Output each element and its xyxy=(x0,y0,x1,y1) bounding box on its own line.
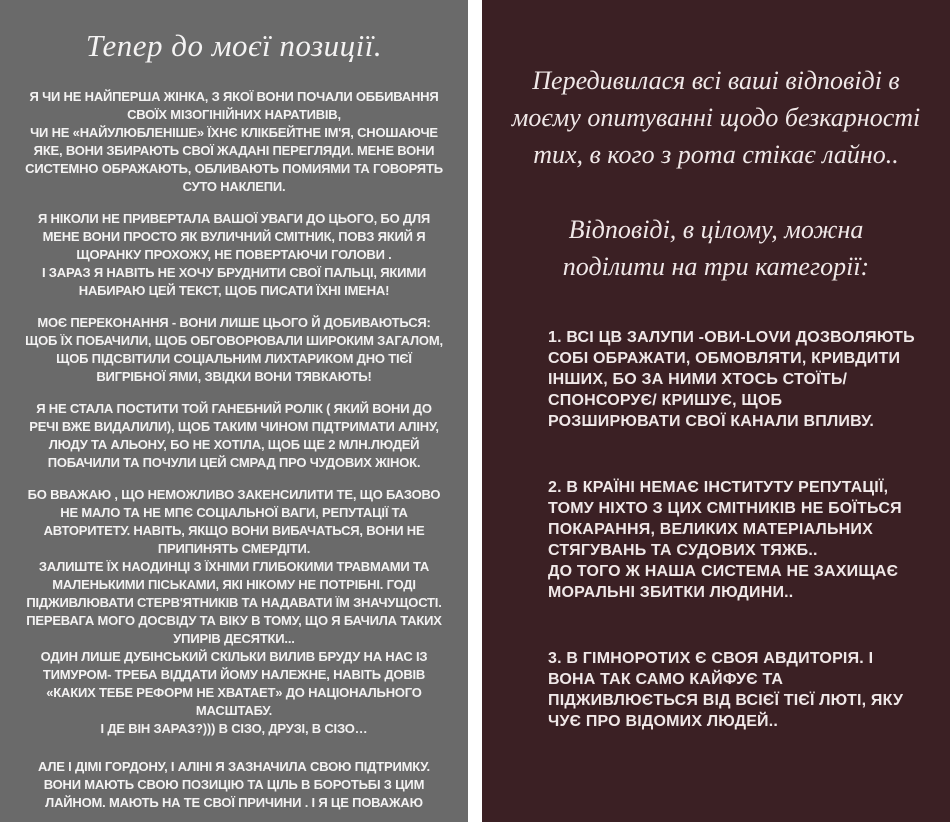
text-segment: 2. В КРАЇНІ НЕМАЄ ІНСТИТУТУ РЕПУТАЦІЇ, ТОМУ НІХТО З ЦИХ СМІТНИКІВ НЕ БОЇТЬСЯ ПОКАРАННЯ, ВЕЛИКИХ МАТЕРІАЛЬНИХ СТЯГУВАНЬ ТА СУДОВИХ ТЯЖБ.. xyxy=(548,479,902,559)
right-story-panel xyxy=(482,0,950,822)
left-story-title: Тепер до моєї позиції. xyxy=(85,28,383,63)
text-segment: МОЄ ПЕРЕКОНАННЯ - ВОНИ ЛИШЕ ЦЬОГО Й ДОБИВАЮТЬСЯ: ЩОБ ЇХ ПОБАЧИЛИ, ЩОБ ОБГОВОРЮВАЛИ ШИРОКИМ ЗАГАЛОМ, ЩОБ ПІДСВІТИЛИ СОЦІАЛЬНИМ ЛИХТАРИКОМ ДНО ТІЄЇ ВИГРІБНОЇ ЯМИ, ЗВІДКИ ВОНИ ТЯВКАЮТЬ! xyxy=(25,315,443,384)
right-story-item-3 xyxy=(548,648,916,732)
left-story-paragraph-4 xyxy=(25,400,443,472)
text-segment: Я НІКОЛИ НЕ ПРИВЕРТАЛА ВАШОЇ УВАГИ ДО ЦЬОГО, БО ДЛЯ МЕНЕ ВОНИ ПРОСТО ЯК ВУЛИЧНИЙ СМІТНИК, ПОВЗ ЯКИЙ Я ЩОРАНКУ ПРОХОЖУ, НЕ ПОВЕРТАЮЧИ ГОЛОВИ . xyxy=(37,211,431,262)
right-story-subtitle: Відповіді, в цілому, можна поділити на три категорії: xyxy=(562,215,870,281)
text-segment: АЛЕ І ДІМІ ГОРДОНУ, І АЛІНІ Я ЗАЗНАЧИЛА СВОЮ ПІДТРИМКУ. ВОНИ МАЮТЬ СВОЮ ПОЗИЦІЮ ТА ЦІЛЬ В БОРОТЬБІ З ЦИМ ЛАЙНОМ. МАЮТЬ НА ТЕ СВОЇ ПРИЧИНИ . І Я ЦЕ ПОВАЖАЮ xyxy=(38,759,430,810)
text-segment: ОДИН ЛИШЕ ДУБІНСЬКИЙ СКІЛЬКИ ВИЛИВ БРУДУ НА НАС ІЗ ТИМУРОМ- ТРЕБА ВІДДАТИ ЙОМУ НАЛЕЖНЕ, НАВІТЬ ДОВІВ «КАКИХ ТЕБЕ РЕФОРМ НЕ ХВАТАЕТ» ДО НАЦІОНАЛЬНОГО МАСШТАБУ. xyxy=(40,649,428,718)
left-story-paragraph-5 xyxy=(25,486,443,738)
right-story-intro: Передивилася всі ваші відповіді в моєму опитуванні щодо безкарності тих, в кого з рота стікає лайно.. xyxy=(511,66,921,169)
text-segment: Я НЕ СТАЛА ПОСТИТИ ТОЙ ГАНЕБНИЙ РОЛІК ( ЯКИЙ ВОНИ ДО РЕЧІ ВЖЕ ВИДАЛИЛИ), ЩОБ ТАКИМ ЧИНОМ ПІДТРИМАТИ АЛІНУ, ЛЮДУ ТА АЛЬОНУ, БО НЕ ХОТІЛА, ЩОБ ЩЕ 2 МЛН.ЛЮДЕЙ ПОБАЧИЛИ ТА ПОЧУЛИ ЦЕЙ СМРАД ПРО ЧУДОВИХ ЖІНОК. xyxy=(29,401,439,470)
text-segment: БО ВВАЖАЮ , ЩО НЕМОЖЛИВО ЗАКЕНСИЛИТИ ТЕ, ЩО БАЗОВО НЕ МАЛО ТА НЕ МПЄ СОЦІАЛЬНОЇ ВАГИ, РЕПУТАЦІЇ ТА АВТОРИТЕТУ. НАВІТЬ, ЯКЩО ВОНИ ВИБАЧАТЬСЯ, ВОНИ НЕ ПРИПИНЯТЬ СМЕРДІТИ. xyxy=(27,487,441,556)
text-segment: ПЕРЕВАГА МОГО ДОСВІДУ ТА ВІКУ В ТОМУ, ЩО Я БАЧИЛА ТАКИХ УПИРІВ ДЕСЯТКИ... xyxy=(26,613,442,646)
text-segment: ЧИ НЕ «НАЙУЛЮБЛЕНІШЕ» ЇХНЄ КЛІКБЕЙТНЕ ІМ'Я, СНОШАЮЧЕ ЯКЕ, ВОНИ ЗБИРАЮТЬ СВОЇ ЖАДАНІ ПЕРЕГЛЯДИ. МЕНЕ ВОНИ СИСТЕМНО ОБРАЖАЮТЬ, ОБЛИВАЮТЬ ПОМИЯМИ ТА ГОВОРЯТЬ СУТО НАКЛЕПИ. xyxy=(25,125,443,194)
right-story-item-2 xyxy=(548,477,916,603)
left-story-paragraph-2 xyxy=(25,210,443,300)
text-segment: І ЗАРАЗ Я НАВІТЬ НЕ ХОЧУ БРУДНИТИ СВОЇ ПАЛЬЦІ, ЯКИМИ НАБИРАЮ ЦЕЙ ТЕКСТ, ЩОБ ПИСАТИ ЇХНІ ІМЕНА! xyxy=(41,265,426,298)
text-segment: І ДЕ ВІН ЗАРАЗ?))) В СІЗО, ДРУЗІ, В СІЗО… xyxy=(100,721,368,736)
text-segment: ЗАЛИШТЕ ЇХ НАОДИНЦІ З ЇХНІМИ ГЛИБОКИМИ ТРАВМАМИ ТА МАЛЕНЬКИМИ ПІСЬКАМИ, ЯКІ НІКОМУ НЕ ПОТРІБНІ. ГОДІ ПІДЖИВЛЮВАТИ СТЕРВ'ЯТНИКІВ ТА НАДАВАТИ ЇМ ЗНАЧУЩОСТІ. xyxy=(26,559,442,610)
left-story-paragraph-3 xyxy=(25,314,443,386)
text-segment: 1. ВСІ ЦВ ЗАЛУПИ -ОВИ-LOVИ ДОЗВОЛЯЮТЬ СОБІ ОБРАЖАТИ, ОБМОВЛЯТИ, КРИВДИТИ ІНШИХ, БО ЗА НИМИ ХТОСЬ СТОЇТЬ/ СПОНСОРУЄ/ КРИШУЄ, ЩОБ РОЗШИРЮВАТИ СВОЇ КАНАЛИ ВПЛИВУ. xyxy=(548,329,915,430)
right-story-items xyxy=(482,327,950,732)
left-story-paragraph-1 xyxy=(25,88,443,196)
text-segment: ДО ТОГО Ж НАША СИСТЕМА НЕ ЗАХИЩАЄ МОРАЛЬНІ ЗБИТКИ ЛЮДИНИ.. xyxy=(548,563,899,601)
left-story-paragraph-6 xyxy=(25,758,443,812)
text-segment: 3. В ГІМНОРОТИХ Є СВОЯ АВДИТОРІЯ. І ВОНА ТАК САМО КАЙФУЄ ТА ПІДЖИВЛЮЄТЬСЯ ВІД ВСІЄЇ ТІЄЇ ЛЮТІ, ЯКУ ЧУЄ ПРО ВІДОМИХ ЛЮДЕЙ.. xyxy=(548,650,904,730)
left-story-panel xyxy=(0,0,468,822)
left-story-body xyxy=(25,88,443,812)
text-segment: Я ЧИ НЕ НАЙПЕРША ЖІНКА, З ЯКОЇ ВОНИ ПОЧАЛИ ОББИВАННЯ СВОЇХ МІЗОГІНІЙНИХ НАРАТИВІВ, xyxy=(29,89,439,122)
right-story-item-1 xyxy=(548,327,916,432)
